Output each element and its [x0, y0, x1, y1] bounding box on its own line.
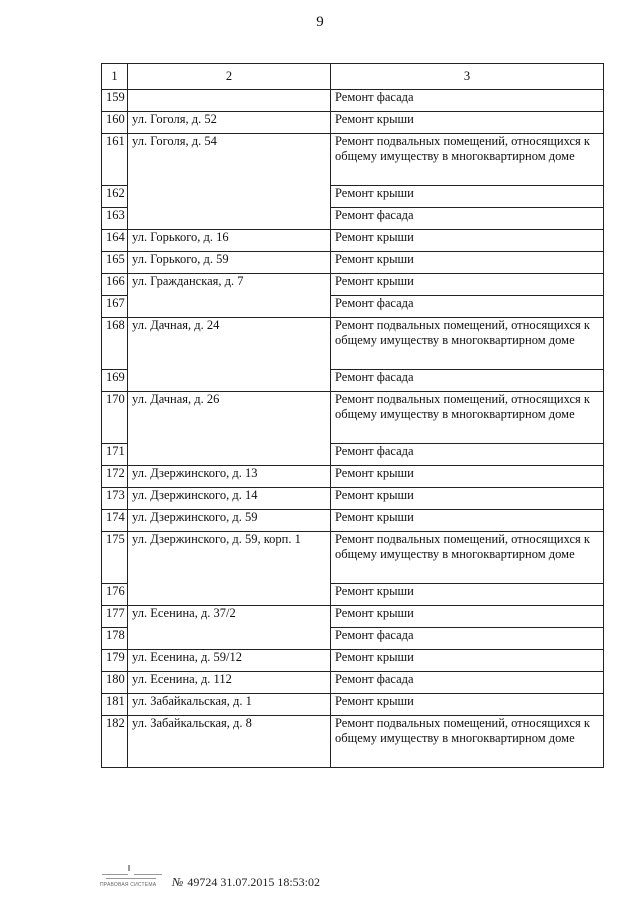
row-address: ул. Гражданская, д. 7	[128, 274, 331, 318]
table-row	[102, 230, 604, 252]
table-row	[102, 694, 604, 716]
row-address: ул. Есенина, д. 59/12	[128, 650, 331, 672]
row-work: Ремонт крыши	[331, 650, 604, 672]
table-row	[102, 90, 604, 112]
row-address: ул. Гоголя, д. 52	[128, 112, 331, 134]
table-row	[102, 532, 604, 584]
row-number: 159	[102, 90, 128, 112]
row-work: Ремонт фасада	[331, 672, 604, 694]
row-work: Ремонт фасада	[331, 208, 604, 230]
row-number: 177	[102, 606, 128, 628]
row-number: 164	[102, 230, 128, 252]
row-number: 175	[102, 532, 128, 584]
row-address: ул. Дзержинского, д. 13	[128, 466, 331, 488]
row-address: ул. Есенина, д. 112	[128, 672, 331, 694]
row-number: 182	[102, 716, 128, 768]
row-work: Ремонт подвальных помещений, относящихся к общему имуществу в многоквартирном доме	[331, 134, 604, 186]
row-number: 179	[102, 650, 128, 672]
row-number: 168	[102, 318, 128, 370]
row-number: 178	[102, 628, 128, 650]
page-number: 9	[316, 14, 324, 30]
row-work: Ремонт крыши	[331, 466, 604, 488]
table-row	[102, 488, 604, 510]
row-address: ул. Горького, д. 16	[128, 230, 331, 252]
row-number: 181	[102, 694, 128, 716]
row-work: Ремонт фасада	[331, 444, 604, 466]
row-number: 176	[102, 584, 128, 606]
row-work: Ремонт подвальных помещений, относящихся к общему имуществу в многоквартирном доме	[331, 318, 604, 370]
row-work: Ремонт крыши	[331, 112, 604, 134]
row-number: 163	[102, 208, 128, 230]
row-number: 166	[102, 274, 128, 296]
row-work: Ремонт крыши	[331, 510, 604, 532]
table-row	[102, 606, 604, 628]
row-number: 160	[102, 112, 128, 134]
row-work: Ремонт подвальных помещений, относящихся к общему имуществу в многоквартирном доме	[331, 392, 604, 444]
number-mark: №	[172, 875, 184, 889]
row-address: ул. Дачная, д. 26	[128, 392, 331, 466]
table-row	[102, 134, 604, 186]
row-address: ул. Дачная, д. 24	[128, 318, 331, 392]
stamp-caption: ПРАВОВАЯ СИСТЕМА	[100, 882, 157, 888]
row-number: 172	[102, 466, 128, 488]
row-work: Ремонт фасада	[331, 628, 604, 650]
row-work: Ремонт фасада	[331, 296, 604, 318]
row-address: ул. Есенина, д. 37/2	[128, 606, 331, 650]
table-header-row	[102, 64, 604, 90]
table-row	[102, 392, 604, 444]
registration-text: 49724 31.07.2015 18:53:02	[187, 875, 320, 889]
row-work: Ремонт подвальных помещений, относящихся к общему имуществу в многоквартирном доме	[331, 532, 604, 584]
row-work: Ремонт крыши	[331, 274, 604, 296]
table-row	[102, 716, 604, 768]
table-row	[102, 510, 604, 532]
table-row	[102, 252, 604, 274]
row-work: Ремонт крыши	[331, 606, 604, 628]
header-col-1: 1	[102, 64, 128, 90]
table-row	[102, 112, 604, 134]
row-work: Ремонт крыши	[331, 186, 604, 208]
row-work: Ремонт крыши	[331, 694, 604, 716]
header-col-3: 3	[331, 64, 604, 90]
table-row	[102, 274, 604, 296]
row-number: 174	[102, 510, 128, 532]
row-number: 161	[102, 134, 128, 186]
table-row	[102, 466, 604, 488]
row-address: ул. Дзержинского, д. 59	[128, 510, 331, 532]
row-number: 162	[102, 186, 128, 208]
row-number: 169	[102, 370, 128, 392]
row-work: Ремонт крыши	[331, 488, 604, 510]
row-number: 170	[102, 392, 128, 444]
row-address: ул. Забайкальская, д. 1	[128, 694, 331, 716]
row-address: ул. Гоголя, д. 54	[128, 134, 331, 230]
row-address	[128, 90, 331, 112]
row-number: 180	[102, 672, 128, 694]
row-number: 173	[102, 488, 128, 510]
row-work: Ремонт крыши	[331, 584, 604, 606]
row-work: Ремонт подвальных помещений, относящихся к общему имуществу в многоквартирном доме	[331, 716, 604, 768]
table-row	[102, 318, 604, 370]
row-address: ул. Дзержинского, д. 59, корп. 1	[128, 532, 331, 606]
header-col-2: 2	[128, 64, 331, 90]
table-row	[102, 650, 604, 672]
row-work: Ремонт крыши	[331, 252, 604, 274]
row-number: 167	[102, 296, 128, 318]
repair-registry-table	[101, 63, 604, 768]
row-work: Ремонт крыши	[331, 230, 604, 252]
row-work: Ремонт фасада	[331, 90, 604, 112]
row-address: ул. Забайкальская, д. 8	[128, 716, 331, 768]
row-address: ул. Горького, д. 59	[128, 252, 331, 274]
registration-footer	[172, 875, 320, 890]
row-work: Ремонт фасада	[331, 370, 604, 392]
row-number: 165	[102, 252, 128, 274]
row-number: 171	[102, 444, 128, 466]
table-row	[102, 672, 604, 694]
row-address: ул. Дзержинского, д. 14	[128, 488, 331, 510]
